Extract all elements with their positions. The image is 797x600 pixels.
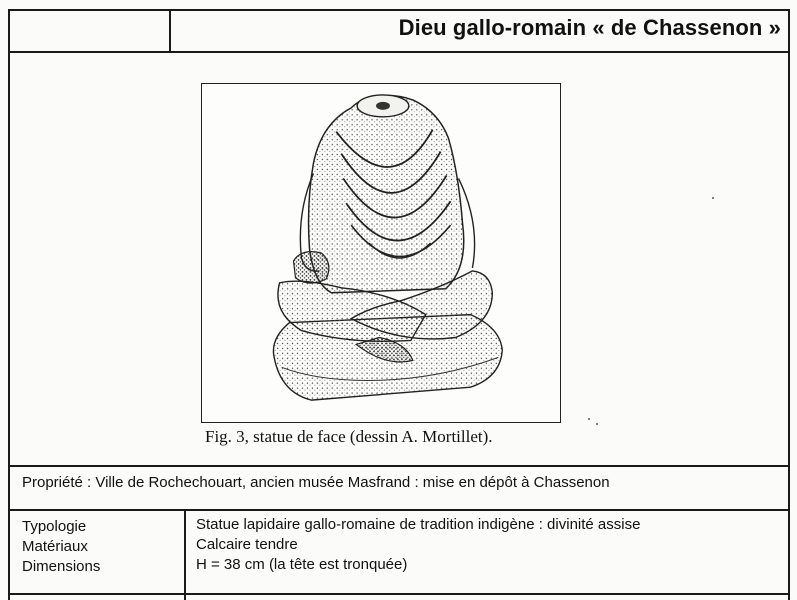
propriete-text: Propriété : Ville de Rochechouart, ancien musée Masfrand : mise en dépôt à Chassenon (22, 474, 610, 491)
statue-drawing (201, 83, 561, 423)
figure-caption: Fig. 3, statue de face (dessin A. Mortillet). (205, 427, 493, 446)
value-typologie: Statue lapidaire gallo-romaine de tradition indigène : divinité assise (196, 516, 641, 533)
details-bottom-rule (8, 593, 790, 595)
details-cell-divider (184, 509, 186, 600)
scan-speck (712, 197, 714, 199)
label-materiaux: Matériaux (22, 538, 88, 555)
label-typologie: Typologie (22, 518, 87, 535)
page-title: Dieu gallo-romain « de Chassenon » (398, 15, 781, 40)
scan-speck (588, 418, 590, 420)
table-border-right (788, 9, 790, 600)
value-dimensions: H = 38 cm (la tête est tronquée) (196, 556, 408, 573)
value-materiaux: Calcaire tendre (196, 536, 298, 553)
table-border-left (8, 9, 10, 600)
statue-illustration (202, 84, 560, 422)
header-bottom-rule (8, 51, 790, 53)
scan-speck (596, 423, 598, 425)
label-dimensions: Dimensions (22, 558, 101, 575)
figure-bottom-rule (8, 465, 790, 467)
propriete-bottom-rule (8, 509, 790, 511)
details-labels (22, 517, 100, 577)
details-values (196, 515, 640, 575)
header-cell-divider (169, 9, 171, 52)
